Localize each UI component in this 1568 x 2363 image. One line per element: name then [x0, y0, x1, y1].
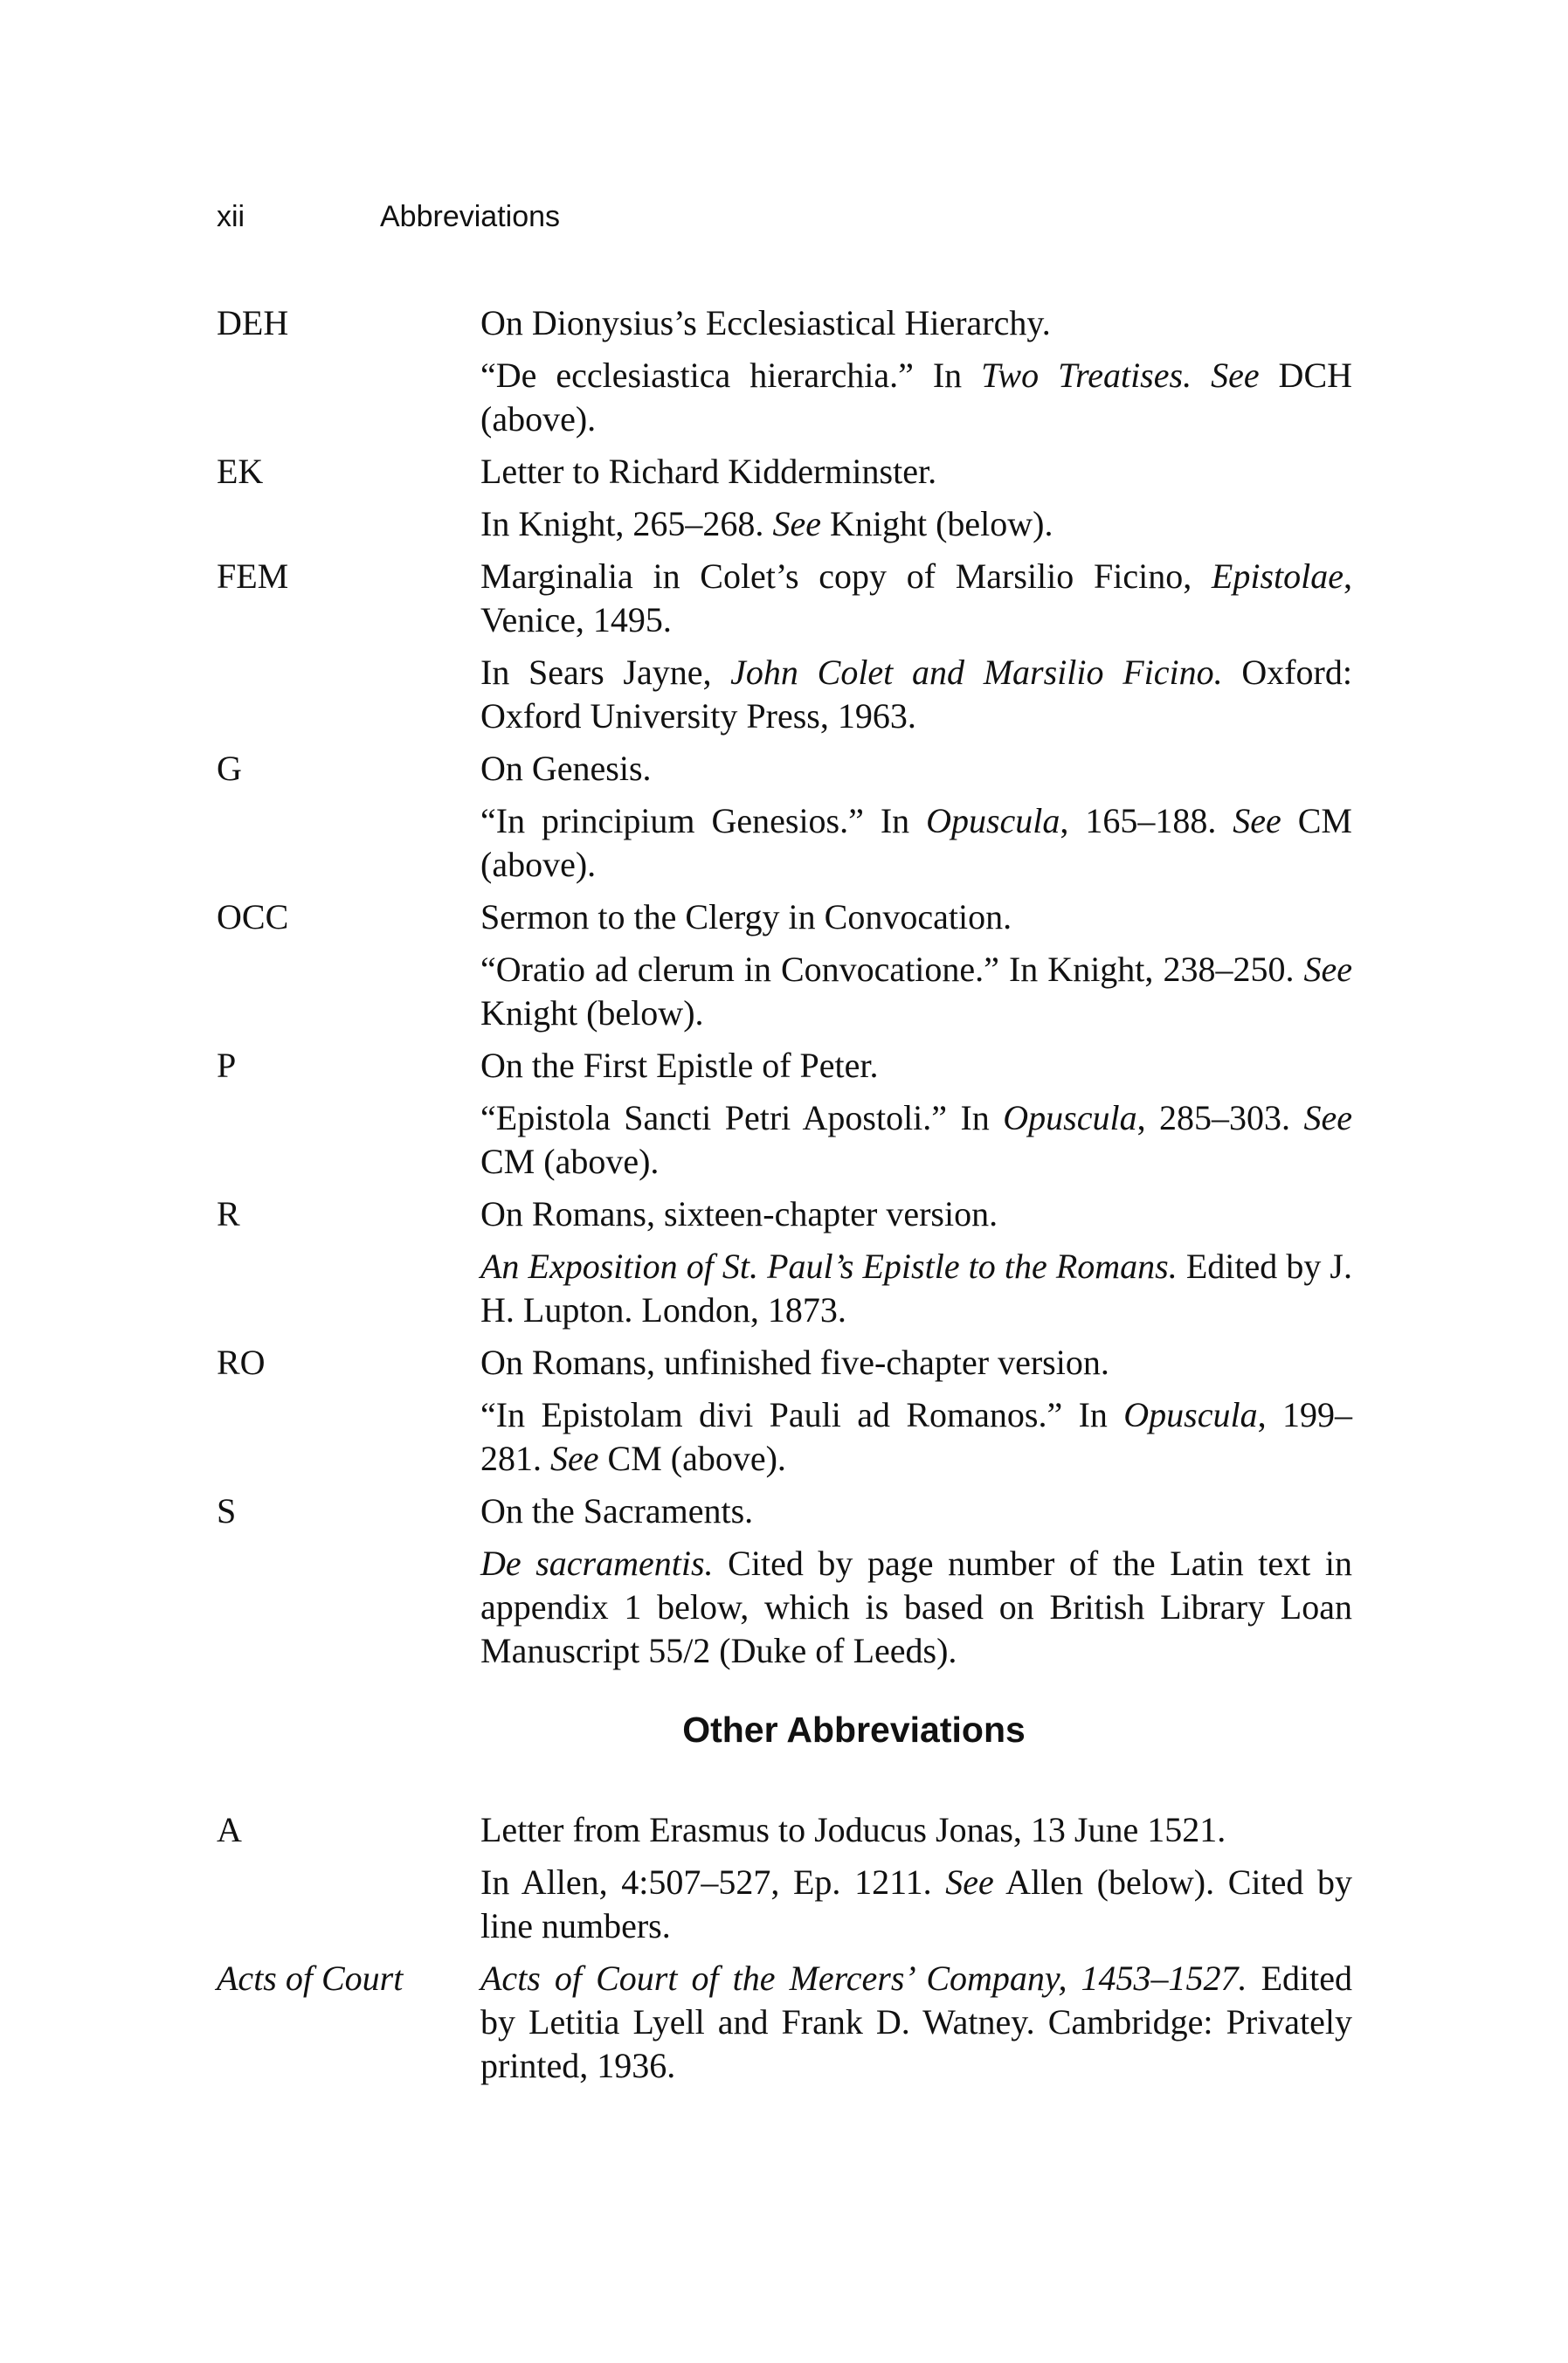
abbreviation-entry	[217, 1957, 1352, 2088]
abbreviation-description	[480, 1044, 1352, 1184]
running-title: Abbreviations	[380, 200, 561, 233]
bibliographic-detail: In Allen, 4:507–527, Ep. 1211. See Allen (below). Cited by line numbers.	[480, 1862, 1353, 1945]
abbreviation-term: RO	[217, 1343, 266, 1382]
work-title: Marginalia in Colet’s copy of Marsilio Ficino, Epistolae, Venice, 1495.	[480, 556, 1352, 639]
abbreviation-description	[480, 450, 1352, 546]
other-abbreviation-list	[217, 1808, 1352, 2097]
work-title: On the Sacraments.	[480, 1491, 754, 1530]
bibliographic-detail: “Oratio ad clerum in Convocatione.” In Knight, 238–250. See Knight (below).	[480, 950, 1352, 1033]
bibliographic-detail: Acts of Court of the Mercers’ Company, 1453–1527. Edited by Letitia Lyell and Frank D. Watney. Cambridge: Privately printed, 1936.	[480, 1959, 1352, 2085]
abbreviation-term: P	[217, 1046, 237, 1085]
work-title: On Romans, unfinished five-chapter version.	[480, 1343, 1109, 1382]
abbreviation-entry	[217, 1044, 1352, 1184]
work-title: Sermon to the Clergy in Convocation.	[480, 897, 1012, 936]
abbreviation-description	[480, 895, 1352, 1035]
work-title: Letter from Erasmus to Joducus Jonas, 13 June 1521.	[480, 1810, 1226, 1849]
abbreviation-description	[480, 1192, 1352, 1332]
abbreviation-entry	[217, 747, 1352, 887]
abbreviation-entry	[217, 1341, 1352, 1481]
abbreviation-term: EK	[217, 452, 264, 491]
running-head	[217, 199, 560, 234]
abbreviation-description	[480, 747, 1352, 887]
bibliographic-detail: An Exposition of St. Paul’s Epistle to the Romans. Edited by J. H. Lupton. London, 1873.	[480, 1247, 1352, 1330]
bibliographic-detail: “Epistola Sancti Petri Apostoli.” In Opuscula, 285–303. See CM (above).	[480, 1098, 1352, 1181]
abbreviation-list	[217, 301, 1352, 1682]
abbreviation-entry	[217, 895, 1352, 1035]
abbreviation-entry	[217, 301, 1352, 441]
abbreviation-term: FEM	[217, 556, 289, 596]
bibliographic-detail: “In principium Genesios.” In Opuscula, 165–188. See CM (above).	[480, 801, 1352, 884]
abbreviation-term: R	[217, 1194, 240, 1233]
bibliographic-detail: De sacramentis. Cited by page number of the Latin text in appendix 1 below, which is based on British Library Loan Manuscript 55/2 (Duke of Leeds).	[480, 1544, 1352, 1670]
abbreviation-description	[480, 1957, 1352, 2088]
abbreviation-term: DEH	[217, 303, 289, 342]
work-title: On Genesis.	[480, 749, 652, 788]
abbreviation-description	[480, 1341, 1352, 1481]
abbreviation-entry	[217, 1489, 1352, 1673]
abbreviation-term: Acts of Court	[217, 1959, 404, 1998]
work-title: On Dionysius’s Ecclesiastical Hierarchy.	[480, 303, 1051, 342]
abbreviation-term: A	[217, 1810, 242, 1849]
work-title: On Romans, sixteen-chapter version.	[480, 1194, 998, 1233]
page-number: xii	[217, 200, 245, 233]
abbreviation-description	[480, 555, 1352, 738]
abbreviation-description	[480, 301, 1352, 441]
bibliographic-detail: In Knight, 265–268. See Knight (below).	[480, 504, 1053, 543]
abbreviation-entry	[217, 1808, 1352, 1948]
abbreviation-description	[480, 1808, 1352, 1948]
abbreviation-entry	[217, 555, 1352, 738]
abbreviation-term: G	[217, 749, 242, 788]
section-heading: Other Abbreviations	[682, 1710, 1026, 1750]
work-title: On the First Epistle of Peter.	[480, 1046, 879, 1085]
work-title: Letter to Richard Kidderminster.	[480, 452, 937, 491]
bibliographic-detail: In Sears Jayne, John Colet and Marsilio Ficino. Oxford: Oxford University Press, 1963.	[480, 653, 1352, 736]
abbreviation-entry	[217, 1192, 1352, 1332]
abbreviation-term: OCC	[217, 897, 289, 936]
abbreviation-entry	[217, 450, 1352, 546]
bibliographic-detail: “De ecclesiastica hierarchia.” In Two Treatises. See DCH (above).	[480, 356, 1353, 439]
bibliographic-detail: “In Epistolam divi Pauli ad Romanos.” In Opuscula, 199–281. See CM (above).	[480, 1395, 1352, 1478]
abbreviation-description	[480, 1489, 1352, 1673]
abbreviation-term: S	[217, 1491, 237, 1530]
